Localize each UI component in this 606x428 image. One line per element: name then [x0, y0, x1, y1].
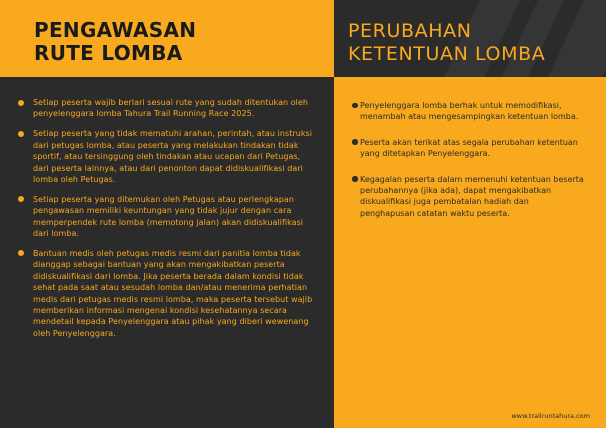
right-title-line-1: PERUBAHAN [348, 20, 472, 42]
list-item-text: Penyelenggara lomba berhak untuk memodifikasi, menambah atau mengesampingkan ketentuan lomba. [360, 101, 579, 122]
list-item [352, 137, 584, 160]
right-section-title [348, 20, 545, 66]
left-title-line-2: RUTE LOMBA [34, 41, 183, 65]
bullet-icon [352, 139, 358, 145]
list-item [12, 194, 314, 240]
bullet-icon [18, 196, 24, 202]
list-item-text: Setiap peserta wajib berlari sesuai rute yang sudah ditentukan oleh penyelenggara lomba Tahura Trail Running Race 2025. [33, 98, 309, 119]
list-item [352, 100, 584, 123]
left-header-band [0, 0, 334, 77]
bullet-icon [18, 250, 24, 256]
bullet-icon [18, 100, 24, 106]
bullet-icon [352, 176, 358, 182]
rule-changes-list [352, 100, 584, 233]
list-item-text: Bantuan medis oleh petugas medis resmi dari panitia lomba tidak dianggap sebagai bantuan yang akan mengakibatkan peserta didiskualifikasi dari lomba. Jika peserta berada dalam kondisi tidak sehat pada saat atau sesudah lomba dan/atau menerima perhatian medis dari petugas medis resmi lomba, maka peserta tersebut wajib memberikan informasi mengenai kondisi kesehatannya secara mendetail kepada Penyelenggara atau pihak yang diberi wewenang oleh Penyelenggara. [33, 248, 313, 338]
list-item-text: Kegagalan peserta dalam memenuhi ketentuan beserta perubahannya (jika ada), dapat mengakibatkan diskualifikasi juga pembatalan hadiah dan penghapusan catatan waktu peserta. [360, 174, 584, 218]
list-item [352, 174, 584, 220]
route-rules-list [12, 97, 314, 348]
right-title-line-2: KETENTUAN LOMBA [348, 43, 546, 65]
list-item [12, 128, 314, 185]
left-section-title [34, 19, 196, 65]
list-item [12, 248, 314, 339]
bullet-icon [352, 103, 358, 109]
right-header-band [334, 0, 606, 77]
list-item-text: Setiap peserta yang ditemukan oleh Petugas atau perlengkapan pengawasan memiliki keuntungan yang tidak jujur dengan cara memperpendek rute lomba (memotong jalan) akan didiskualifikasi dari lomba. [33, 194, 304, 239]
list-item-text: Peserta akan terikat atas segala perubahan ketentuan yang ditetapkan Penyelenggara. [360, 137, 578, 159]
list-item [12, 97, 314, 120]
website-url: www.trailruntahura.com [511, 412, 590, 420]
left-title-line-1: PENGAWASAN [34, 18, 197, 42]
bullet-icon [18, 131, 24, 137]
list-item-text: Setiap peserta yang tidak mematuhi arahan, perintah, atau instruksi dari petugas lomba, atau peserta yang melakukan tindakan tidak sportif, atau tersinggung oleh tindakan atau ucapan dari Petugas, dari peserta lainnya, atau dari penonton dapat didiskualifikasi dari lomba oleh Petugas. [33, 129, 313, 184]
